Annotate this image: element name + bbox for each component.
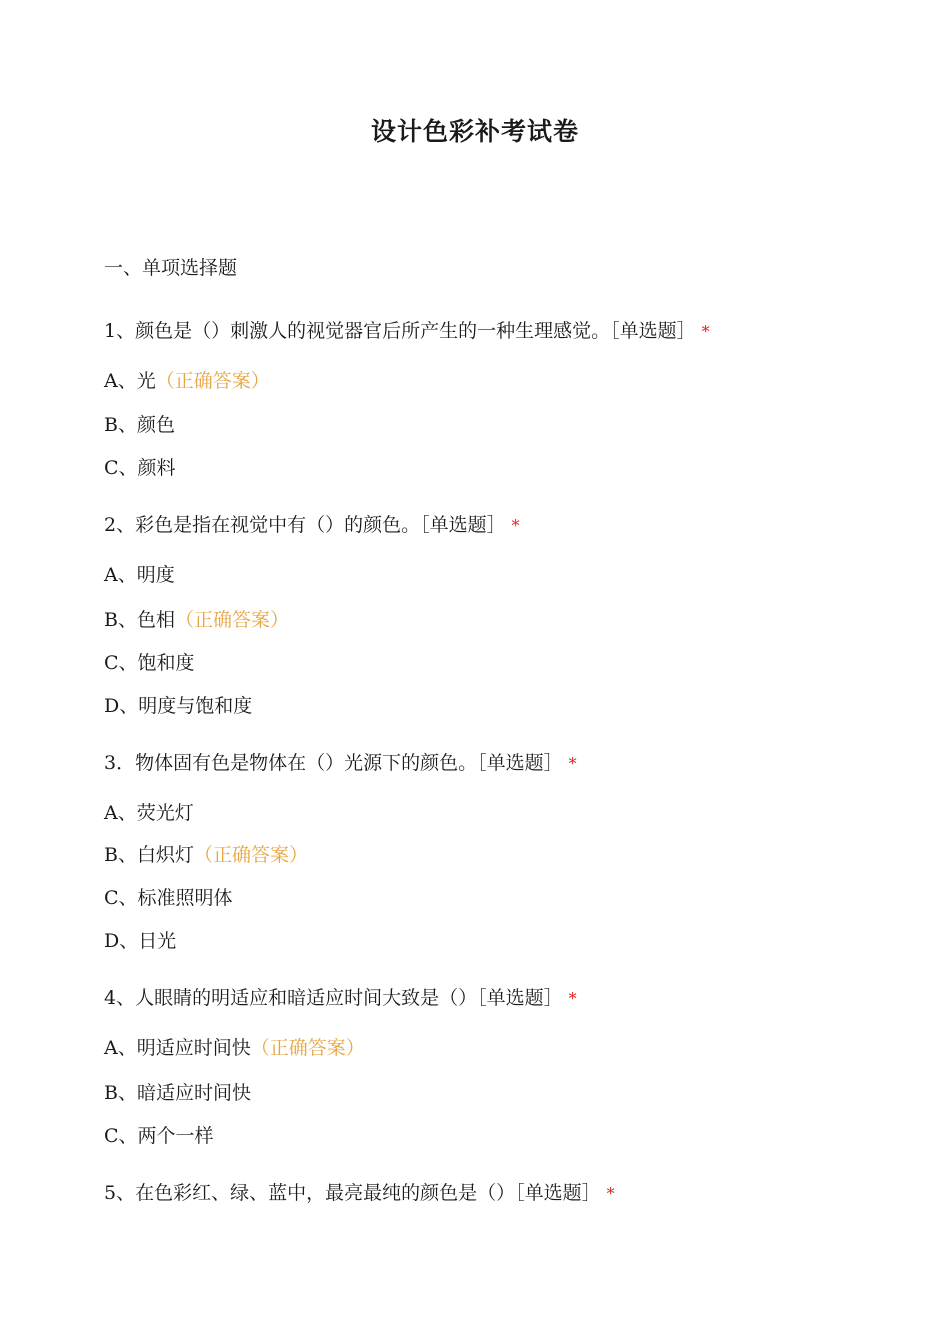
required-marker: * xyxy=(511,516,520,535)
option-label: D、日光 xyxy=(104,930,177,952)
option-label: C、颜料 xyxy=(104,457,176,479)
correct-answer-mark: （正确答案） xyxy=(250,1037,365,1059)
option-label: A、光 xyxy=(104,370,156,392)
option-label: A、明适应时间快 xyxy=(104,1037,251,1059)
question-2 xyxy=(104,512,520,539)
question-4 xyxy=(104,985,577,1012)
option-2a[interactable] xyxy=(104,562,175,588)
option-3a[interactable] xyxy=(104,800,194,826)
correct-answer-mark: （正确答案） xyxy=(193,844,308,866)
option-1c[interactable] xyxy=(104,455,176,481)
option-3d[interactable] xyxy=(104,928,176,954)
option-label: C、饱和度 xyxy=(104,652,195,674)
option-4a[interactable] xyxy=(104,1035,365,1061)
option-label: C、两个一样 xyxy=(104,1125,214,1147)
required-marker: * xyxy=(568,989,577,1008)
option-label: B、白炽灯 xyxy=(104,844,194,866)
question-5 xyxy=(104,1180,615,1207)
question-1 xyxy=(104,318,710,345)
option-3b[interactable] xyxy=(104,842,308,868)
question-3 xyxy=(104,750,577,777)
option-2b[interactable] xyxy=(104,607,289,633)
section-heading: 一、单项选择题 xyxy=(104,257,238,279)
correct-answer-mark: （正确答案） xyxy=(155,370,270,392)
option-label: B、颜色 xyxy=(104,414,175,436)
correct-answer-mark: （正确答案） xyxy=(174,609,289,631)
option-label: B、色相 xyxy=(104,609,175,631)
option-2c[interactable] xyxy=(104,650,195,676)
required-marker: * xyxy=(568,754,577,773)
question-5-text: 5、在色彩红、绿、蓝中，最亮最纯的颜色是（）［单选题］ xyxy=(104,1182,601,1204)
option-label: A、明度 xyxy=(104,564,175,586)
option-1a[interactable] xyxy=(104,368,270,394)
option-label: B、暗适应时间快 xyxy=(104,1082,251,1104)
option-label: C、标准照明体 xyxy=(104,887,233,909)
question-3-text: 3．物体固有色是物体在（）光源下的颜色。［单选题］ xyxy=(104,752,563,774)
option-4b[interactable] xyxy=(104,1080,251,1106)
question-2-text: 2、彩色是指在视觉中有（）的颜色。［单选题］ xyxy=(104,514,506,536)
option-4c[interactable] xyxy=(104,1123,214,1149)
option-3c[interactable] xyxy=(104,885,233,911)
option-1b[interactable] xyxy=(104,412,175,438)
page-title: 设计色彩补考试卷 xyxy=(370,117,579,146)
required-marker: * xyxy=(701,322,710,341)
required-marker: * xyxy=(606,1184,615,1203)
option-label: D、明度与饱和度 xyxy=(104,695,253,717)
option-label: A、荧光灯 xyxy=(104,802,194,824)
question-1-text: 1、颜色是（）刺激人的视觉器官后所产生的一种生理感觉。［单选题］ xyxy=(104,320,696,342)
option-2d[interactable] xyxy=(104,693,252,719)
question-4-text: 4、人眼睛的明适应和暗适应时间大致是（）［单选题］ xyxy=(104,987,563,1009)
